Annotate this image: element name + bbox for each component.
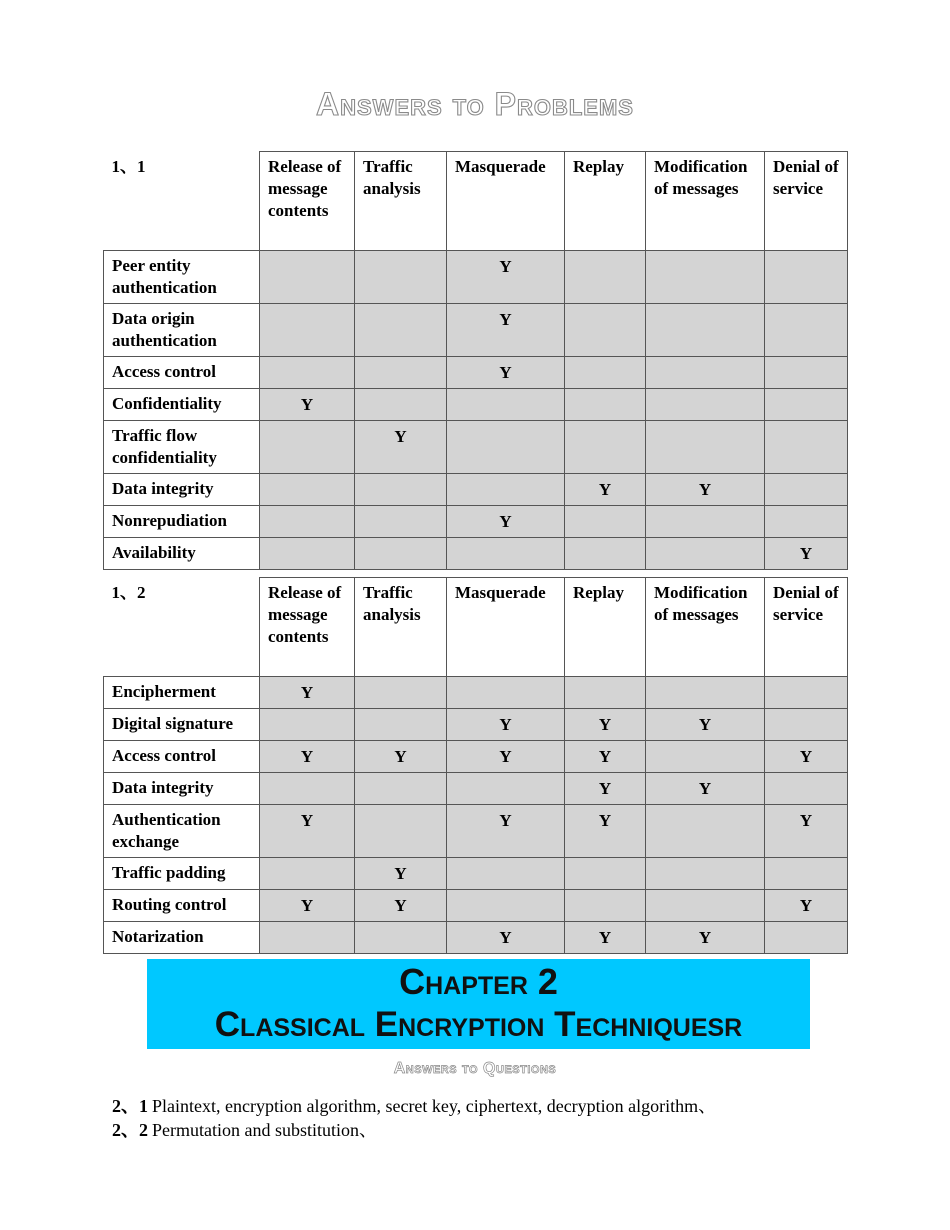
table-cell xyxy=(447,389,565,421)
table-cell: Y xyxy=(447,709,565,741)
table-cell xyxy=(565,858,646,890)
answer-text: Plaintext, encryption algorithm, secret key, ciphertext, decryption algorithm、 xyxy=(152,1096,717,1116)
column-header: Denial of service xyxy=(765,578,848,677)
answer-number: 2、1 xyxy=(112,1096,148,1116)
table-row xyxy=(104,506,848,538)
table-cell xyxy=(646,506,765,538)
table-cell: Y xyxy=(765,538,848,570)
table-number-label: 1、1 xyxy=(104,152,260,251)
table-cell xyxy=(565,421,646,474)
row-label: Digital signature xyxy=(104,709,260,741)
chapter-banner xyxy=(147,959,810,1049)
table-cell xyxy=(355,538,447,570)
table-cell xyxy=(260,506,355,538)
table-cell: Y xyxy=(646,922,765,954)
row-label: Access control xyxy=(104,741,260,773)
table-cell xyxy=(355,922,447,954)
table-header-row xyxy=(104,578,848,677)
security-mechanisms-table xyxy=(103,577,848,954)
column-header: Denial of service xyxy=(765,152,848,251)
table-cell: Y xyxy=(447,922,565,954)
row-label: Notarization xyxy=(104,922,260,954)
table-cell xyxy=(765,773,848,805)
table-cell xyxy=(765,709,848,741)
answers-list xyxy=(112,1094,716,1142)
table-cell: Y xyxy=(646,474,765,506)
table-cell xyxy=(260,421,355,474)
table-cell: Y xyxy=(355,421,447,474)
table-cell xyxy=(355,805,447,858)
table-cell xyxy=(765,357,848,389)
table-cell xyxy=(260,922,355,954)
answer-item xyxy=(112,1094,716,1118)
table-cell: Y xyxy=(646,773,765,805)
table-cell xyxy=(646,805,765,858)
table-cell xyxy=(646,858,765,890)
table-cell xyxy=(447,538,565,570)
table-cell xyxy=(565,677,646,709)
table-row xyxy=(104,773,848,805)
table-number-label: 1、2 xyxy=(104,578,260,677)
table-cell xyxy=(260,538,355,570)
answer-item xyxy=(112,1118,716,1142)
column-header: Replay xyxy=(565,152,646,251)
table-cell xyxy=(260,251,355,304)
table-cell: Y xyxy=(355,741,447,773)
table-row xyxy=(104,357,848,389)
table-cell xyxy=(646,389,765,421)
row-label: Peer entity authentication xyxy=(104,251,260,304)
table-cell xyxy=(646,741,765,773)
table-cell xyxy=(646,677,765,709)
column-header: Modification of messages xyxy=(646,578,765,677)
table-cell xyxy=(646,890,765,922)
chapter-title: Chapter 2 xyxy=(399,961,558,1002)
table-cell xyxy=(565,890,646,922)
row-label: Data integrity xyxy=(104,773,260,805)
table-cell: Y xyxy=(565,922,646,954)
table-cell xyxy=(765,304,848,357)
table-cell: Y xyxy=(565,709,646,741)
table-row xyxy=(104,709,848,741)
column-header: Traffic analysis xyxy=(355,578,447,677)
table-cell xyxy=(260,709,355,741)
table-row xyxy=(104,741,848,773)
table-cell xyxy=(447,474,565,506)
table-cell xyxy=(565,506,646,538)
table-cell: Y xyxy=(565,805,646,858)
table-cell: Y xyxy=(447,741,565,773)
table-row xyxy=(104,389,848,421)
table-cell xyxy=(355,304,447,357)
table-row xyxy=(104,677,848,709)
table-cell xyxy=(447,773,565,805)
column-header: Release of message contents xyxy=(260,152,355,251)
table-cell xyxy=(260,357,355,389)
table-cell xyxy=(765,474,848,506)
chapter-subtitle: Classical Encryption Techniquesr xyxy=(214,1005,743,1044)
column-header: Masquerade xyxy=(447,152,565,251)
table-cell: Y xyxy=(355,890,447,922)
table-row xyxy=(104,858,848,890)
row-label: Encipherment xyxy=(104,677,260,709)
table-cell xyxy=(765,677,848,709)
answer-text: Permutation and substitution、 xyxy=(152,1120,377,1140)
table-cell xyxy=(765,506,848,538)
table-cell: Y xyxy=(447,251,565,304)
table-cell: Y xyxy=(355,858,447,890)
table-cell xyxy=(355,389,447,421)
row-label: Traffic padding xyxy=(104,858,260,890)
table-cell xyxy=(646,251,765,304)
table-cell: Y xyxy=(260,890,355,922)
table-cell: Y xyxy=(765,805,848,858)
table-row xyxy=(104,890,848,922)
row-label: Confidentiality xyxy=(104,389,260,421)
table-row xyxy=(104,474,848,506)
column-header: Traffic analysis xyxy=(355,152,447,251)
table-cell xyxy=(260,858,355,890)
table-cell xyxy=(447,677,565,709)
security-services-table xyxy=(103,151,848,570)
table-cell: Y xyxy=(565,474,646,506)
table-cell: Y xyxy=(646,709,765,741)
table-cell: Y xyxy=(765,890,848,922)
answer-number: 2、2 xyxy=(112,1120,148,1140)
table-cell xyxy=(565,304,646,357)
table-row xyxy=(104,251,848,304)
table-cell xyxy=(355,357,447,389)
column-header: Release of message contents xyxy=(260,578,355,677)
table-cell: Y xyxy=(565,741,646,773)
table-cell: Y xyxy=(447,304,565,357)
table-cell xyxy=(355,506,447,538)
table-cell xyxy=(646,304,765,357)
table-cell xyxy=(565,389,646,421)
table-cell: Y xyxy=(447,805,565,858)
table-cell xyxy=(765,421,848,474)
table-cell xyxy=(355,474,447,506)
table-cell xyxy=(765,251,848,304)
table-header-row xyxy=(104,152,848,251)
table-cell xyxy=(355,709,447,741)
row-label: Data origin authentication xyxy=(104,304,260,357)
table-cell xyxy=(447,421,565,474)
table-row xyxy=(104,922,848,954)
row-label: Authentication exchange xyxy=(104,805,260,858)
table-cell xyxy=(565,357,646,389)
questions-heading: Answers to Questions xyxy=(393,1060,557,1077)
table-cell: Y xyxy=(260,389,355,421)
table-cell xyxy=(260,773,355,805)
table-cell xyxy=(565,251,646,304)
table-cell xyxy=(355,773,447,805)
row-label: Data integrity xyxy=(104,474,260,506)
table-row xyxy=(104,304,848,357)
table-cell: Y xyxy=(447,357,565,389)
table-cell: Y xyxy=(447,506,565,538)
table-row xyxy=(104,421,848,474)
row-label: Nonrepudiation xyxy=(104,506,260,538)
table-cell xyxy=(447,890,565,922)
row-label: Routing control xyxy=(104,890,260,922)
column-header: Modification of messages xyxy=(646,152,765,251)
table-cell xyxy=(260,474,355,506)
row-label: Availability xyxy=(104,538,260,570)
table-row xyxy=(104,538,848,570)
page-heading: Answers to Problems xyxy=(316,86,634,122)
table-cell: Y xyxy=(260,677,355,709)
table-cell xyxy=(355,251,447,304)
table-cell xyxy=(765,389,848,421)
table-cell xyxy=(646,357,765,389)
table-cell: Y xyxy=(260,741,355,773)
table-row xyxy=(104,805,848,858)
row-label: Access control xyxy=(104,357,260,389)
table-cell xyxy=(447,858,565,890)
table-cell xyxy=(260,304,355,357)
column-header: Replay xyxy=(565,578,646,677)
row-label: Traffic flow confidentiality xyxy=(104,421,260,474)
table-cell xyxy=(765,922,848,954)
table-cell: Y xyxy=(765,741,848,773)
table-cell: Y xyxy=(260,805,355,858)
table-cell xyxy=(646,421,765,474)
table-cell xyxy=(765,858,848,890)
column-header: Masquerade xyxy=(447,578,565,677)
table-cell xyxy=(355,677,447,709)
table-cell: Y xyxy=(565,773,646,805)
table-cell xyxy=(565,538,646,570)
table-cell xyxy=(646,538,765,570)
